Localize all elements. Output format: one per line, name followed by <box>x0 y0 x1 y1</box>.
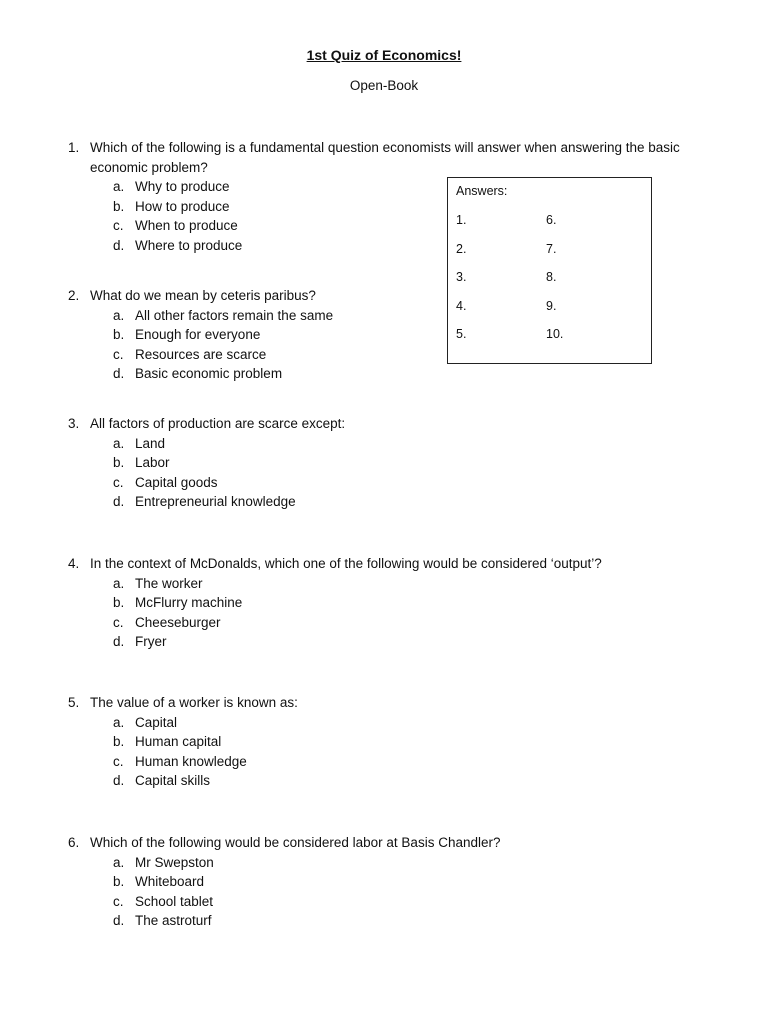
question-4-options <box>68 574 708 652</box>
answers-box <box>447 177 652 364</box>
option-letter: c. <box>113 346 124 362</box>
option-letter: c. <box>113 474 124 490</box>
question-6-number: 6. <box>68 835 80 850</box>
option-letter: c. <box>113 614 124 630</box>
question-2-number: 2. <box>68 288 80 303</box>
option-letter: d. <box>113 237 125 253</box>
quiz-subtitle: Open-Book <box>349 78 419 93</box>
answer-slot-10[interactable]: 10. <box>546 327 564 341</box>
option-text: Capital skills <box>135 773 211 789</box>
answer-slot-5[interactable]: 5. <box>456 327 467 341</box>
option-text: Cheeseburger <box>135 614 221 630</box>
question-3-option-c <box>68 473 708 493</box>
option-letter: a. <box>113 854 125 870</box>
option-letter: c. <box>113 218 124 234</box>
question-2-option-d <box>68 364 708 384</box>
question-1-text: Which of the following is a fundamental question economists will answer when answering the basic economic problem? <box>90 140 680 175</box>
option-letter: b. <box>113 198 125 214</box>
question-5-option-d <box>68 771 708 791</box>
question-5-option-b <box>68 732 708 752</box>
option-letter: c. <box>113 753 124 769</box>
option-text: Capital goods <box>135 474 218 490</box>
option-text: When to produce <box>135 218 238 234</box>
question-6-stem <box>68 833 708 853</box>
question-6-text: Which of the following would be considered labor at Basis Chandler? <box>90 835 501 850</box>
question-6-options <box>68 853 708 931</box>
option-text: McFlurry machine <box>135 595 243 611</box>
option-letter: b. <box>113 455 125 471</box>
question-4-option-a <box>68 574 708 594</box>
question-3-option-a <box>68 434 708 454</box>
question-5-option-c <box>68 752 708 772</box>
option-text: The astroturf <box>135 913 212 929</box>
option-letter: d. <box>113 773 125 789</box>
option-letter: d. <box>113 366 125 382</box>
question-5-number: 5. <box>68 695 80 710</box>
option-text: All other factors remain the same <box>135 307 334 323</box>
option-text: Labor <box>135 455 170 471</box>
option-text: The worker <box>135 575 203 591</box>
answer-slot-3[interactable]: 3. <box>456 270 467 284</box>
question-4-stem <box>68 554 708 574</box>
question-5-text: The value of a worker is known as: <box>90 695 298 710</box>
answer-slot-2[interactable]: 2. <box>456 242 467 256</box>
option-text: School tablet <box>135 893 214 909</box>
option-text: Enough for everyone <box>135 327 261 343</box>
answer-slot-6[interactable]: 6. <box>546 213 557 227</box>
option-letter: a. <box>113 575 125 591</box>
option-text: Resources are scarce <box>135 346 267 362</box>
option-text: Human capital <box>135 734 222 750</box>
question-3-option-b <box>68 453 708 473</box>
option-text: Whiteboard <box>135 874 205 890</box>
option-letter: b. <box>113 874 125 890</box>
option-letter: a. <box>113 714 125 730</box>
option-letter: c. <box>113 893 124 909</box>
option-text: Basic economic problem <box>135 366 283 382</box>
option-text: Land <box>135 435 166 451</box>
answer-slot-8[interactable]: 8. <box>546 270 557 284</box>
option-text: Why to produce <box>135 179 230 195</box>
option-text: How to produce <box>135 198 230 214</box>
option-letter: d. <box>113 634 125 650</box>
option-letter: b. <box>113 595 125 611</box>
question-6 <box>68 833 708 931</box>
answers-heading: Answers: <box>456 184 508 198</box>
option-letter: d. <box>113 913 125 929</box>
question-6-option-b <box>68 872 708 892</box>
question-4-number: 4. <box>68 556 80 571</box>
answer-slot-1[interactable]: 1. <box>456 213 467 227</box>
question-3-text: All factors of production are scarce except: <box>90 416 346 431</box>
option-letter: a. <box>113 179 125 195</box>
option-text: Mr Swepston <box>135 854 214 870</box>
question-4-option-d <box>68 632 708 652</box>
question-4-text: In the context of McDonalds, which one of the following would be considered ‘output’? <box>90 556 602 571</box>
option-letter: b. <box>113 734 125 750</box>
answer-slot-7[interactable]: 7. <box>546 242 557 256</box>
quiz-title: 1st Quiz of Economics! <box>306 47 462 63</box>
question-5-options <box>68 713 708 791</box>
question-6-option-c <box>68 892 708 912</box>
question-4-option-b <box>68 593 708 613</box>
option-letter: a. <box>113 307 125 323</box>
question-1-number: 1. <box>68 140 80 155</box>
option-text: Human knowledge <box>135 753 247 769</box>
question-2-text: What do we mean by ceteris paribus? <box>90 288 316 303</box>
question-5-option-a <box>68 713 708 733</box>
question-3-number: 3. <box>68 416 80 431</box>
option-letter: d. <box>113 494 125 510</box>
question-3 <box>68 414 708 512</box>
question-1-stem <box>68 138 708 177</box>
question-6-option-a <box>68 853 708 873</box>
question-6-option-d <box>68 911 708 931</box>
option-text: Capital <box>135 714 178 730</box>
option-text: Fryer <box>135 634 167 650</box>
option-letter: a. <box>113 435 125 451</box>
question-5 <box>68 693 708 791</box>
option-text: Entrepreneurial knowledge <box>135 494 296 510</box>
question-5-stem <box>68 693 708 713</box>
answer-slot-9[interactable]: 9. <box>546 299 557 313</box>
option-text: Where to produce <box>135 237 243 253</box>
answer-slot-4[interactable]: 4. <box>456 299 467 313</box>
question-3-option-d <box>68 492 708 512</box>
option-letter: b. <box>113 327 125 343</box>
question-3-options <box>68 434 708 512</box>
question-4-option-c <box>68 613 708 633</box>
question-3-stem <box>68 414 708 434</box>
question-4 <box>68 554 708 652</box>
